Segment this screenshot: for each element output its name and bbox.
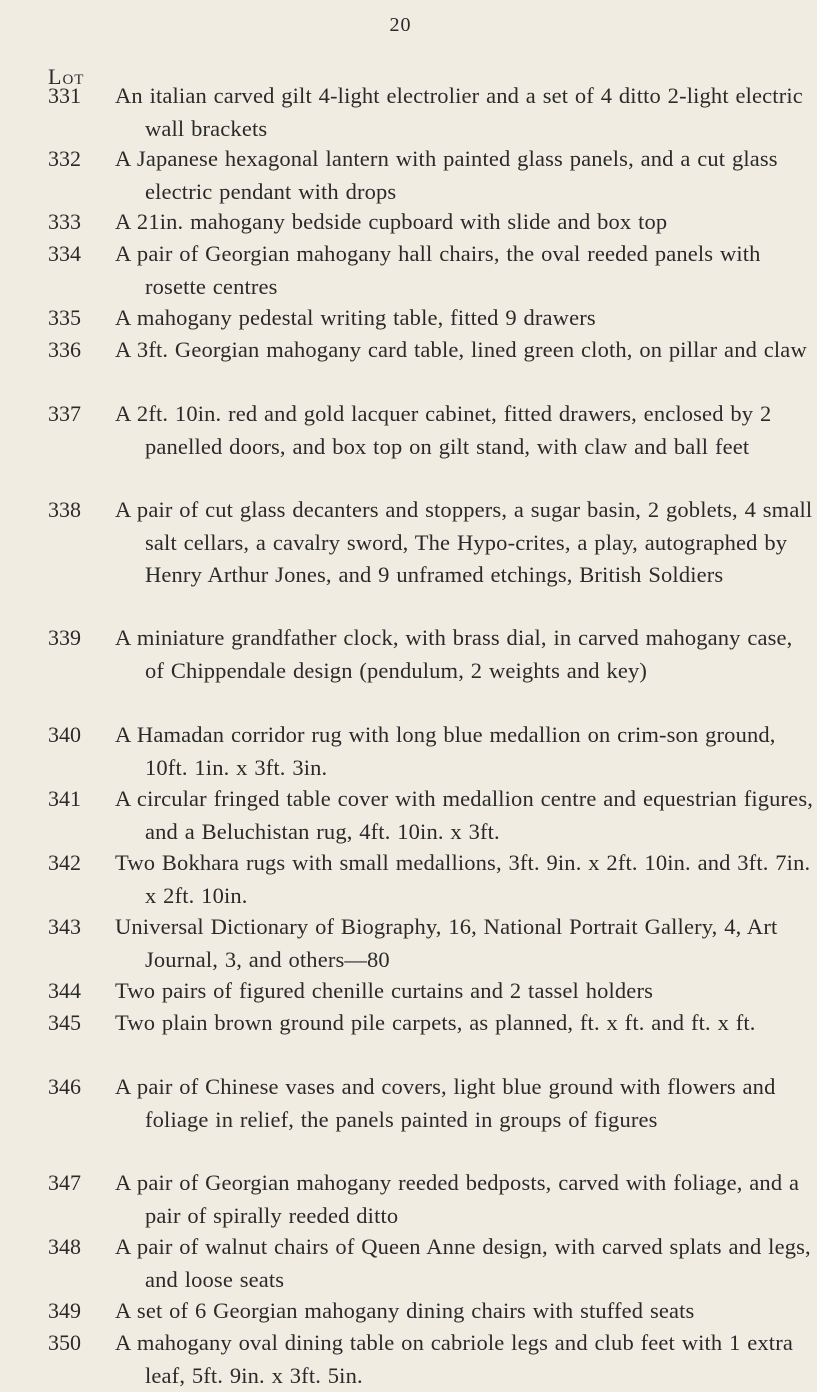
lot-number: 334 [48,241,81,266]
lot-description: Two Bokhara rugs with small medallions, 3ft. 9in. x 2ft. 10in. and 3ft. 7in. x 2ft. 10in. [115,850,811,908]
lot-number: 346 [48,1074,81,1099]
lot-number: 336 [48,337,81,362]
lot-number: 345 [48,1010,81,1035]
lot-number: 332 [48,146,81,171]
page-number: 20 [389,14,412,36]
lot-number: 340 [48,722,81,747]
lot-description: A circular fringed table cover with medallion centre and equestrian figures, and a Beluchistan rug, 4ft. 10in. x 3ft. [115,786,814,844]
lot-description: A pair of walnut chairs of Queen Anne design, with carved splats and legs, and loose seats [115,1234,811,1292]
lot-description: A Japanese hexagonal lantern with painted glass panels, and a cut glass electric pendant with drops [115,146,778,204]
lot-description: Two plain brown ground pile carpets, as planned, ft. x ft. and ft. x ft. [115,1010,756,1035]
lot-number: 344 [48,978,81,1003]
lot-number: 342 [48,850,81,875]
lot-description: A 2ft. 10in. red and gold lacquer cabinet, fitted drawers, enclosed by 2 panelled doors, and box top on gilt stand, with claw and ball feet [115,401,772,459]
lot-column-header: Lot [48,64,85,89]
lot-number: 333 [48,209,81,234]
lot-number: 348 [48,1234,81,1259]
lot-description: A pair of Georgian mahogany hall chairs, the oval reeded panels with rosette centres [115,241,761,299]
lot-description: A mahogany pedestal writing table, fitted 9 drawers [115,305,596,330]
lot-description: A miniature grandfather clock, with brass dial, in carved mahogany case, of Chippendale design (pendulum, 2 weights and key) [115,625,793,683]
lot-number: 335 [48,305,81,330]
lot-description: A 21in. mahogany bedside cupboard with slide and box top [115,209,668,234]
lot-description: A mahogany oval dining table on cabriole legs and club feet with 1 extra leaf, 5ft. 9in. x 3ft. 5in. [115,1330,793,1388]
lot-description: Universal Dictionary of Biography, 16, National Portrait Gallery, 4, Art Journal, 3, and others—80 [115,914,778,972]
lot-number: 331 [48,83,81,108]
lot-description: A pair of Chinese vases and covers, light blue ground with flowers and foliage in relief, the panels painted in groups of figures [115,1074,776,1132]
lot-number: 349 [48,1298,81,1323]
lot-description: A Hamadan corridor rug with long blue medallion on crim-son ground, 10ft. 1in. x 3ft. 3in. [115,722,776,780]
lot-number: 341 [48,786,81,811]
lot-number: 339 [48,625,81,650]
lot-number: 350 [48,1330,81,1355]
lot-description: A pair of Georgian mahogany reeded bedposts, carved with foliage, and a pair of spirally reeded ditto [115,1170,800,1228]
lot-number: 337 [48,401,81,426]
lot-description: An italian carved gilt 4-light electrolier and a set of 4 ditto 2-light electric wall brackets [115,83,803,141]
lot-description: A pair of cut glass decanters and stoppers, a sugar basin, 2 goblets, 4 small salt cellars, a cavalry sword, The Hypo-crites, a play, autographed by Henry Arthur Jones, and 9 unframed etchings, British Soldiers [115,497,813,587]
lot-number: 343 [48,914,81,939]
lot-number: 338 [48,497,81,522]
lot-number: 347 [48,1170,81,1195]
lot-description: A set of 6 Georgian mahogany dining chairs with stuffed seats [115,1298,695,1323]
lot-description: A 3ft. Georgian mahogany card table, lined green cloth, on pillar and claw [115,337,807,362]
lot-description: Two pairs of figured chenille curtains and 2 tassel holders [115,978,653,1003]
